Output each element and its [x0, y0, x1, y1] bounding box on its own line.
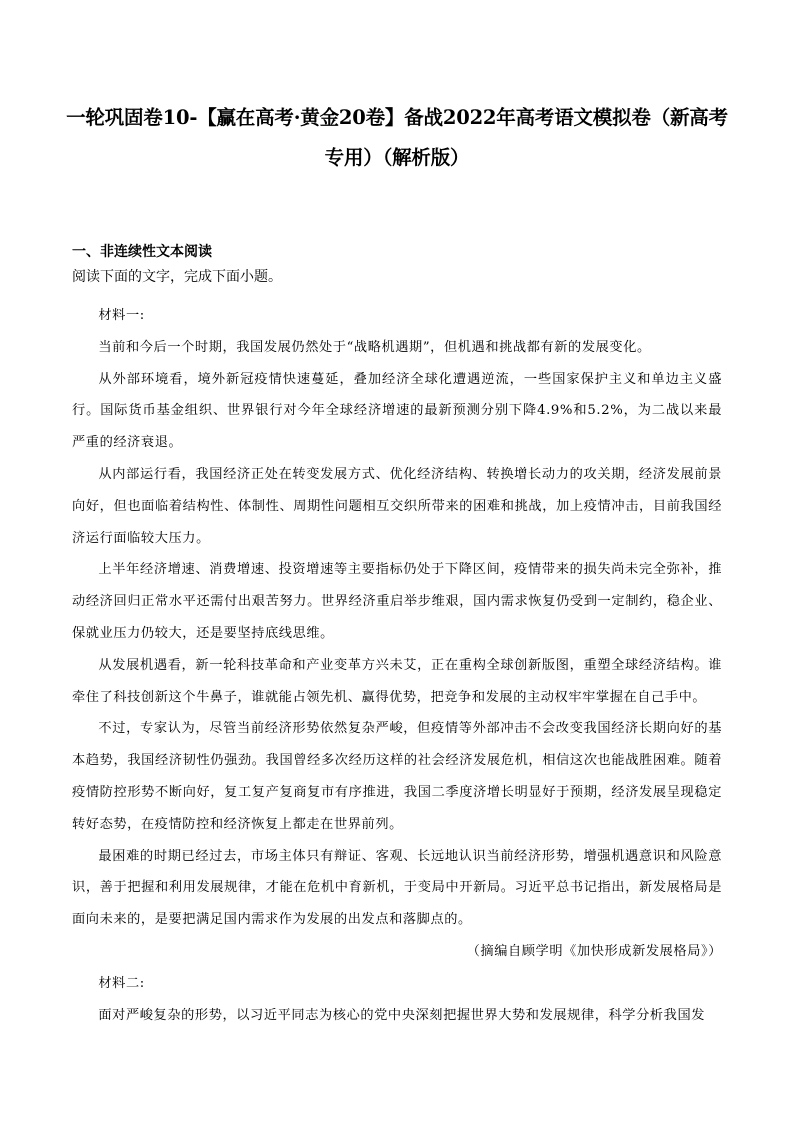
section-heading: 一、非连续性文本阅读	[72, 244, 212, 260]
source-citation: （摘编自顾学明《加快形成新发展格局》）	[466, 943, 722, 959]
paragraph: 当前和今后一个时期，我国发展仍然处于“战略机遇期”，但机遇和挑战都有新的发展变化。	[98, 339, 651, 355]
paragraph: 从发展机遇看，新一轮科技革命和产业变革方兴未艾，正在重构全球创新版图，重塑全球经济结构。谁牵住了科技创新这个牛鼻子，谁就能占领先机、赢得优势，把竞争和发展的主动权牢牢掌握在自己手中。	[72, 657, 722, 705]
paragraph: 面对严峻复杂的形势，以习近平同志为核心的党中央深刻把握世界大势和发展规律，科学分析我国发	[98, 1007, 706, 1023]
paragraph: 从外部环境看，境外新冠疫情快速蔓延，叠加经济全球化遭遇逆流，一些国家保护主义和单边主义盛行。国际货币基金组织、世界银行对今年全球经济增速的最新预测分别下降4.9%和5.2%，为二战以来最严重的经济衰退。	[72, 371, 722, 451]
document-title: 一轮巩固卷10-【赢在高考·黄金20卷】备战2022年高考语文模拟卷（新高考专用）（解析版）	[66, 106, 728, 169]
passage-body	[72, 300, 722, 1031]
reading-instruction: 阅读下面的文字，完成下面小题。	[72, 269, 282, 285]
material-one-label: 材料一:	[98, 308, 145, 323]
paragraph: 上半年经济增速、消费增速、投资增速等主要指标仍处于下降区间，疫情带来的损失尚未完全弥补，推动经济回归正常水平还需付出艰苦努力。世界经济重启举步维艰，国内需求恢复仍受到一定制约，稳企业、保就业压力仍较大，还是要坚持底线思维。	[72, 562, 722, 641]
material-two-label: 材料二:	[98, 975, 145, 991]
paragraph: 最困难的时期已经过去，市场主体只有辩证、客观、长远地认识当前经济形势，增强机遇意识和风险意识，善于把握和利用发展规律，才能在危机中育新机，于变局中开新局。习近平总书记指出，新发展格局是面向未来的，是要把满足国内需求作为发展的出发点和落脚点的。	[72, 848, 722, 928]
paragraph: 不过，专家认为，尽管当前经济形势依然复杂严峻，但疫情等外部冲击不会改变我国经济长期向好的基本趋势，我国经济韧性仍强劲。我国曾经多次经历这样的社会经济发展危机，相信这次也能战胜困难。随着疫情防控形势不断向好，复工复产复商复市有序推进，我国二季度济增长明显好于预期，经济发展呈现稳定转好态势，在疫情防控和经济恢复上都走在世界前列。	[72, 721, 722, 832]
paragraph: 从内部运行看，我国经济正处在转变发展方式、优化经济结构、转换增长动力的攻关期，经济发展前景向好，但也面临着结构性、体制性、周期性问题相互交织所带来的困难和挑战，加上疫情冲击，目前我国经济运行面临较大压力。	[72, 466, 722, 546]
